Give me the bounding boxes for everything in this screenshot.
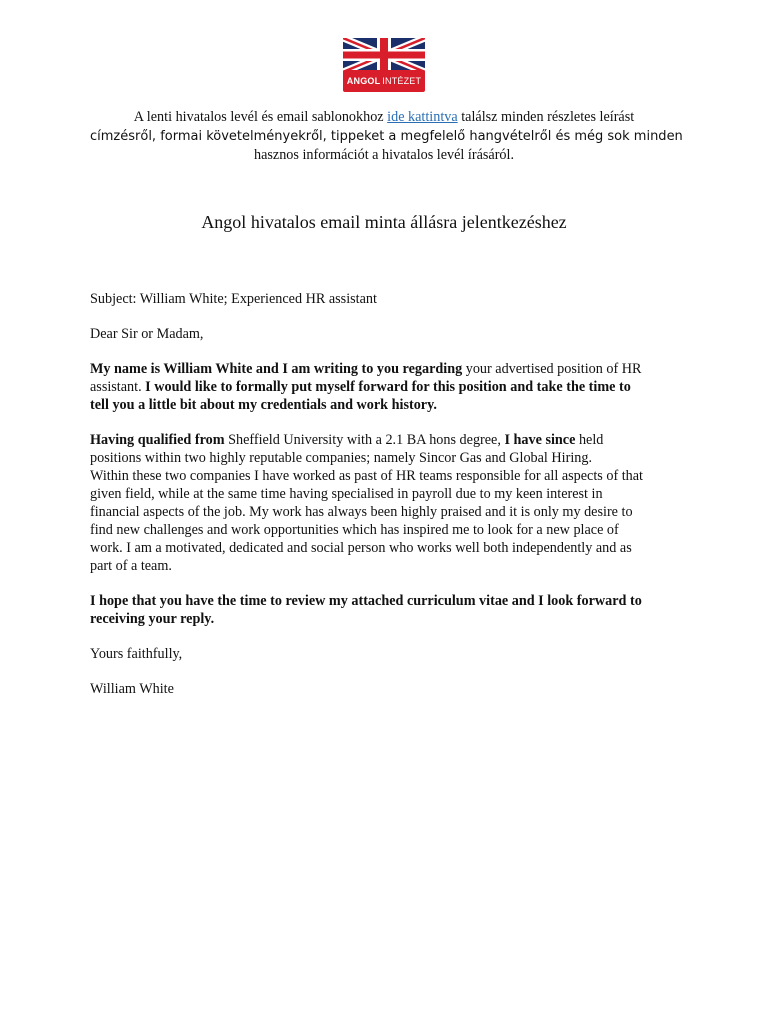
angol-intezet-logo <box>343 38 425 93</box>
p2-line: work. I am a motivated, dedicated and social person who works well both independently and as <box>90 540 632 556</box>
salutation: Dear Sir or Madam, <box>90 326 204 342</box>
p3-line-2: receiving your reply. <box>90 611 215 627</box>
p2-line: given field, while at the same time having specialised in payroll due to my keen interest in <box>90 486 603 502</box>
paragraph-experience <box>90 431 690 575</box>
intro-text-before-link: A lenti hivatalos levél és email sablonokhoz <box>133 109 388 125</box>
ide-kattintva-link[interactable]: ide kattintva <box>387 109 458 125</box>
subject-line: Subject: William White; Experienced HR assistant <box>90 291 377 307</box>
p1-line-3 <box>90 396 690 414</box>
p2-line: find new challenges and work opportunities which has inspired me to look for a new place of <box>90 522 619 538</box>
email-letter-body <box>90 290 690 715</box>
p1-line-3-bold: tell you a little bit about my credentials and work history. <box>90 397 437 413</box>
paragraph-introduction <box>90 360 690 414</box>
p1-line-2-bold: I would like to formally put myself forward for this position and take the time to <box>145 379 631 395</box>
signature: William White <box>90 681 174 697</box>
p2-line: part of a team. <box>90 558 172 574</box>
p2-normal-1: Sheffield University with a 2.1 BA hons degree, <box>224 432 505 448</box>
p2-line: positions within two highly reputable companies; namely Sincor Gas and Global Hiring. <box>90 450 593 466</box>
paragraph-closing-request <box>90 592 690 628</box>
intro-text-after-link: találsz minden részletes leírást <box>457 109 635 125</box>
p1-bold-1: My name is William White and I am writing to you regarding <box>90 361 463 377</box>
p2-line: financial aspects of the job. My work has always been highly praised and it is only my desire to <box>90 504 633 520</box>
intro-line-2: címzésről, formai követelményekről, tippeket a megfelelő hangvételről és még sok minden <box>90 129 683 144</box>
logo-brand-bold: ANGOL <box>346 76 381 86</box>
p1-line-2-normal: assistant. <box>90 379 146 395</box>
p2-bold-2: I have since <box>504 432 576 448</box>
p2-line: Within these two companies I have worked as past of HR teams responsible for all aspects of that <box>90 468 643 484</box>
intro-line-3: hasznos információt a hivatalos levél írásáról. <box>253 147 515 163</box>
p1-line-2 <box>90 378 690 396</box>
p3-line-1: I hope that you have the time to review my attached curriculum vitae and I look forward to <box>90 593 642 609</box>
intro-paragraph <box>90 108 683 165</box>
p2-normal-2: held <box>575 432 604 448</box>
p2-bold-1: Having qualified from <box>90 432 225 448</box>
p1-normal-1: your advertised position of HR <box>462 361 642 377</box>
document-title: Angol hivatalos email minta állásra jelentkezéshez <box>201 212 567 232</box>
p1-line-1 <box>90 360 690 378</box>
intro-line-1 <box>90 108 678 127</box>
union-jack-flag-icon <box>343 38 425 72</box>
p2-line-1 <box>90 431 690 449</box>
logo-wordmark <box>343 70 425 92</box>
logo-brand-rest: INTÉZET <box>382 76 422 86</box>
complimentary-close: Yours faithfully, <box>90 646 183 662</box>
